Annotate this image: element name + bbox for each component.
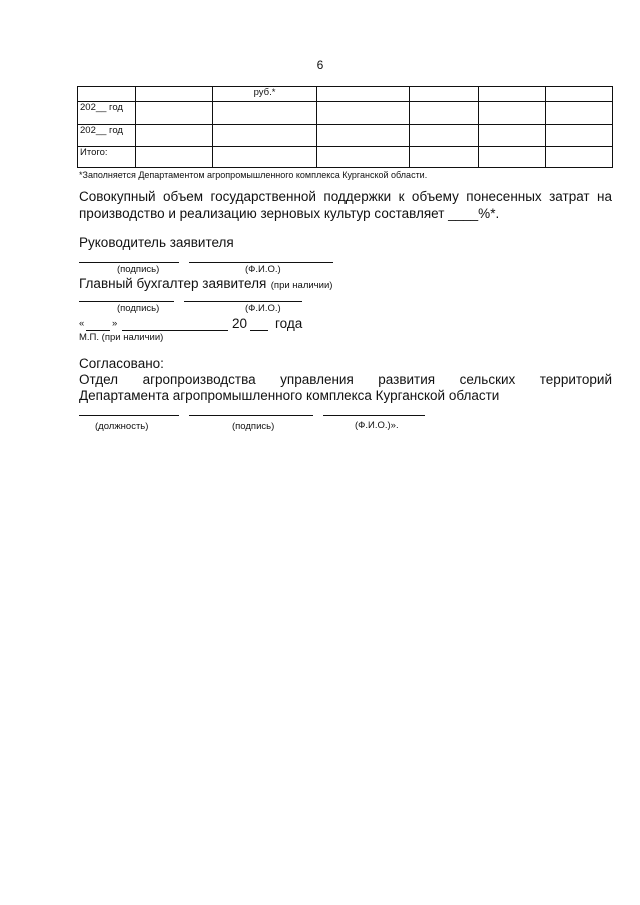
chief-accountant-heading bbox=[79, 275, 332, 293]
year-line bbox=[250, 330, 268, 331]
approval-word: агропроизводства bbox=[142, 372, 256, 387]
name-line bbox=[184, 301, 302, 302]
chief-accountant-note: (при наличии) bbox=[270, 280, 333, 291]
day-line bbox=[86, 330, 110, 331]
unit-cell: руб.* bbox=[213, 87, 317, 102]
row-label: Итого: bbox=[78, 147, 136, 168]
table-row bbox=[78, 124, 613, 147]
position-line bbox=[79, 415, 179, 416]
approval-line-2: Департамента агропромышленного комплекса Курганской области bbox=[79, 388, 500, 403]
signature-line bbox=[79, 262, 179, 263]
approval-line-1 bbox=[79, 372, 612, 387]
approval-word: территорий bbox=[539, 372, 612, 387]
applicant-head-title: Руководитель заявителя bbox=[79, 235, 234, 250]
support-table bbox=[77, 86, 613, 168]
table-row bbox=[78, 102, 613, 125]
approval-word: Отдел bbox=[79, 372, 119, 387]
month-line bbox=[122, 330, 228, 331]
position-caption: (должность) bbox=[95, 421, 149, 432]
date-year-word: года bbox=[275, 316, 303, 331]
date-open-quote: « bbox=[79, 318, 85, 329]
name-caption: (Ф.И.О.) bbox=[245, 303, 281, 314]
name-caption: (Ф.И.О.)». bbox=[355, 420, 399, 431]
signature-caption: (подпись) bbox=[117, 303, 160, 314]
approval-word: сельских bbox=[459, 372, 516, 387]
row-label: 202__ год bbox=[78, 124, 136, 147]
table-footnote: *Заполняется Департаментом агропромышленного комплекса Курганской области. bbox=[79, 170, 428, 180]
date-year-prefix: 20 bbox=[232, 316, 248, 331]
table-header-row bbox=[78, 87, 613, 102]
name-line bbox=[189, 262, 333, 263]
approval-word: развития bbox=[378, 372, 436, 387]
approval-heading: Согласовано: bbox=[79, 356, 164, 371]
name-caption: (Ф.И.О.) bbox=[245, 264, 281, 275]
signature-line bbox=[79, 301, 174, 302]
approval-word: управления bbox=[280, 372, 354, 387]
stamp-note: М.П. (при наличии) bbox=[79, 332, 164, 343]
row-label: 202__ год bbox=[78, 102, 136, 125]
name-line bbox=[323, 415, 425, 416]
table-row-total bbox=[78, 147, 613, 168]
signature-caption: (подпись) bbox=[117, 264, 160, 275]
date-close-quote: » bbox=[112, 318, 118, 329]
page-number: 6 bbox=[316, 58, 324, 72]
support-paragraph: Совокупный объем государственной поддержки к объему понесенных затрат на производство и реализацию зерновых культур составляет ____%*. bbox=[79, 189, 612, 221]
signature-caption: (подпись) bbox=[232, 421, 275, 432]
signature-line bbox=[189, 415, 313, 416]
chief-accountant-title: Главный бухгалтер заявителя bbox=[79, 276, 267, 291]
